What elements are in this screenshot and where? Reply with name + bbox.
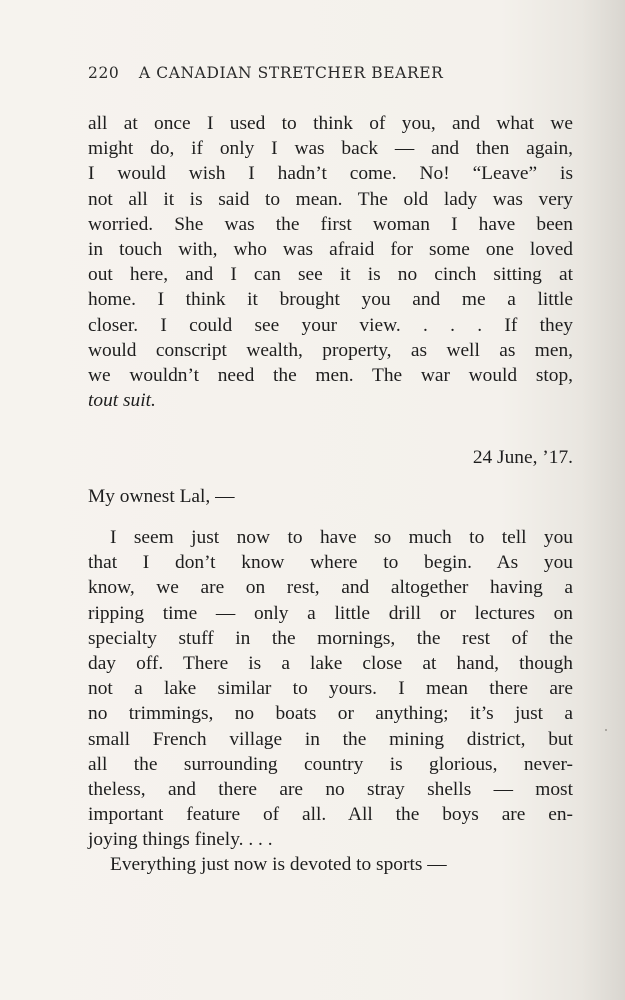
- text-line: home. I think it brought you and me a little: [88, 289, 573, 311]
- text-line: day off. There is a lake close at hand, though: [88, 652, 573, 674]
- paper-speck: [605, 729, 607, 731]
- text-line: all the surrounding country is glorious, never-: [88, 753, 573, 775]
- text-line: closer. I could see your view. . . . If they: [88, 314, 573, 336]
- running-title: A CANADIAN STRETCHER BEARER: [138, 64, 444, 82]
- text-line: not all it is said to mean. The old lady was very: [88, 188, 573, 210]
- text-line: in touch with, who was afraid for some one loved: [88, 238, 573, 260]
- text-line: theless, and there are no stray shells — most: [88, 778, 573, 800]
- letter-body-paragraph: [88, 525, 573, 878]
- text-line: joying things finely. . . .: [88, 829, 273, 851]
- text-line: not a lake similar to yours. I mean there are: [88, 678, 573, 700]
- text-line: would conscript wealth, property, as well as men,: [88, 339, 573, 361]
- text-line: I would wish I hadn’t come. No! “Leave” is: [88, 163, 573, 185]
- paragraph-continued: [88, 111, 573, 413]
- text-line: out here, and I can see it is no cinch sitting at: [88, 264, 573, 286]
- text-line: ripping time — only a little drill or lectures on: [88, 602, 573, 624]
- letter-date: 24 June, ’17.: [472, 447, 573, 468]
- text-line: important feature of all. All the boys are en-: [88, 804, 573, 826]
- text-line: Everything just now is devoted to sports —: [110, 854, 447, 876]
- text-line: know, we are on rest, and altogether having a: [88, 577, 573, 599]
- page-number: 220: [88, 64, 120, 82]
- text-line: no trimmings, no boats or anything; it’s just a: [88, 703, 573, 725]
- text-line: might do, if only I was back — and then again,: [88, 138, 573, 160]
- text-line: I seem just now to have so much to tell you: [110, 527, 573, 548]
- text-line: that I don’t know where to begin. As you: [88, 552, 573, 574]
- text-line: we wouldn’t need the men. The war would stop,: [88, 364, 573, 386]
- italic-line: tout suit.: [88, 390, 156, 412]
- running-header: [88, 64, 558, 82]
- text-line: specialty stuff in the mornings, the rest of the: [88, 627, 573, 649]
- text-line: small French village in the mining district, but: [88, 728, 573, 750]
- text-line: all at once I used to think of you, and what we: [88, 113, 573, 134]
- text-line: worried. She was the first woman I have been: [88, 213, 573, 235]
- letter-salutation: My ownest Lal, —: [88, 486, 235, 507]
